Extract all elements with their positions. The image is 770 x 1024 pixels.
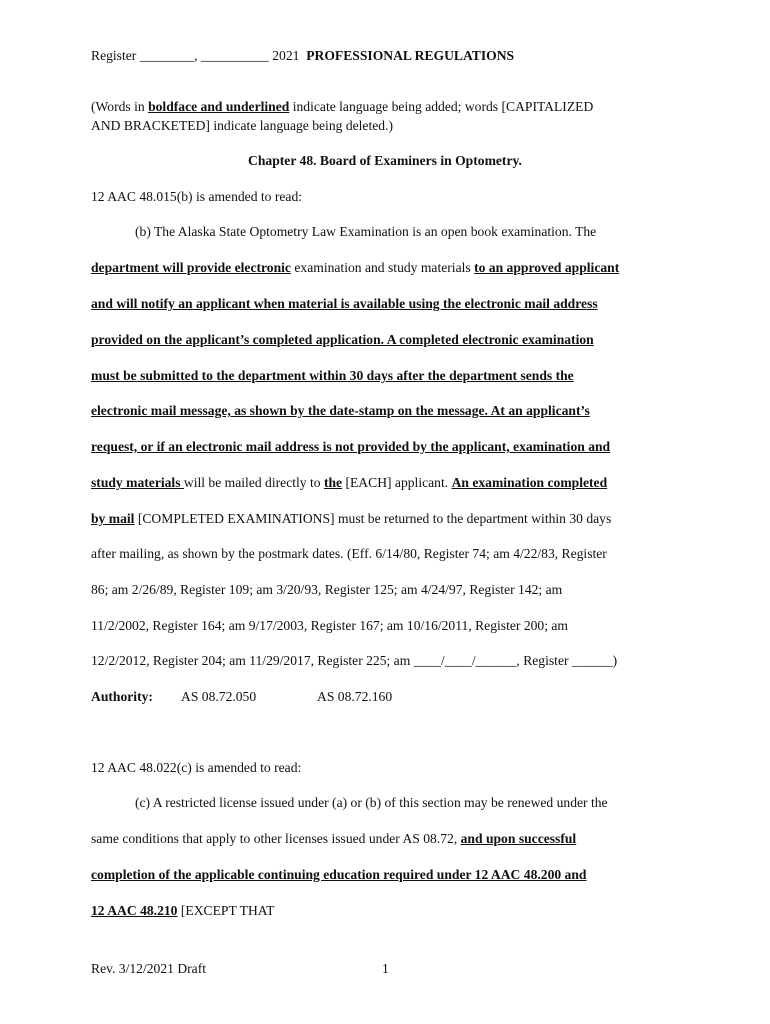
deleted-text: [COMPLETED EXAMINATIONS] must be returned to the department within 30 days <box>134 511 612 526</box>
plain-text: will be mailed directly to <box>183 475 324 490</box>
added-text: study materials <box>91 475 184 490</box>
section1-line: must be submitted to the department within 30 days after the department sends the <box>91 368 574 383</box>
added-text: and upon successful <box>460 831 577 846</box>
deleted-text: [EXCEPT THAT <box>177 903 275 918</box>
legend-line-2: AND BRACKETED] indicate language being deleted.) <box>91 118 393 133</box>
section1-intro: 12 AAC 48.015(b) is amended to read: <box>91 189 303 204</box>
section1-line: provided on the applicant’s completed application. A completed electronic examination <box>91 332 594 347</box>
revision-note: Rev. 3/12/2021 Draft <box>91 961 207 976</box>
history-line: 11/2/2002, Register 164; am 9/17/2003, Register 167; am 10/16/2011, Register 200; am <box>91 618 568 633</box>
added-text: to an approved applicant <box>474 260 620 275</box>
section2-line <box>91 902 274 920</box>
legend-text: indicate language being added; words [CAPITALIZED <box>289 99 594 114</box>
authority-ref: AS 08.72.050 <box>181 689 257 704</box>
authority-ref: AS 08.72.160 <box>317 689 393 704</box>
history-line: 86; am 2/26/89, Register 109; am 3/20/93, Register 125; am 4/24/97, Register 142; am <box>91 582 563 597</box>
added-text: by mail <box>91 511 135 526</box>
added-text: 12 AAC 48.210 <box>91 903 178 918</box>
section2-intro: 12 AAC 48.022(c) is amended to read: <box>91 760 302 775</box>
section1-line: (b) The Alaska State Optometry Law Examination is an open book examination. The <box>135 224 597 239</box>
header-title: PROFESSIONAL REGULATIONS <box>306 48 515 63</box>
page-header <box>91 47 514 65</box>
section1-line: and will notify an applicant when material is available using the electronic mail address <box>91 296 598 311</box>
history-line: after mailing, as shown by the postmark dates. (Eff. 6/14/80, Register 74; am 4/22/83, Register <box>91 546 607 561</box>
legend-text: (Words in <box>91 99 149 114</box>
page-number: 1 <box>382 961 389 976</box>
section1-line <box>91 474 607 492</box>
deleted-text: [EACH] applicant. <box>342 475 452 490</box>
section1-line <box>91 259 619 277</box>
plain-text: examination and study materials <box>290 260 475 275</box>
added-text: department will provide electronic <box>91 260 291 275</box>
authority-label: Authority: <box>91 689 153 704</box>
section1-line: electronic mail message, as shown by the date-stamp on the message. At an applicant’s <box>91 403 590 418</box>
section2-line: (c) A restricted license issued under (a) or (b) of this section may be renewed under the <box>135 795 608 810</box>
section1-line <box>91 510 611 528</box>
history-line: 12/2/2012, Register 204; am 11/29/2017, Register 225; am ____/____/______, Register ______) <box>91 653 618 668</box>
added-text: the <box>323 475 343 490</box>
section2-line: completion of the applicable continuing education required under 12 AAC 48.200 and <box>91 867 587 882</box>
added-text: An examination completed <box>451 475 608 490</box>
legend-bold-underlined: boldface and underlined <box>148 99 290 114</box>
authority-row <box>0 688 770 706</box>
plain-text: same conditions that apply to other licenses issued under AS 08.72, <box>91 831 461 846</box>
legend-line-1 <box>91 98 593 116</box>
register-date: Register ________, __________ 2021 <box>91 48 300 63</box>
chapter-title: Chapter 48. Board of Examiners in Optometry. <box>248 153 522 168</box>
section2-line <box>91 830 576 848</box>
section1-line: request, or if an electronic mail address is not provided by the applicant, examination and <box>91 439 611 454</box>
